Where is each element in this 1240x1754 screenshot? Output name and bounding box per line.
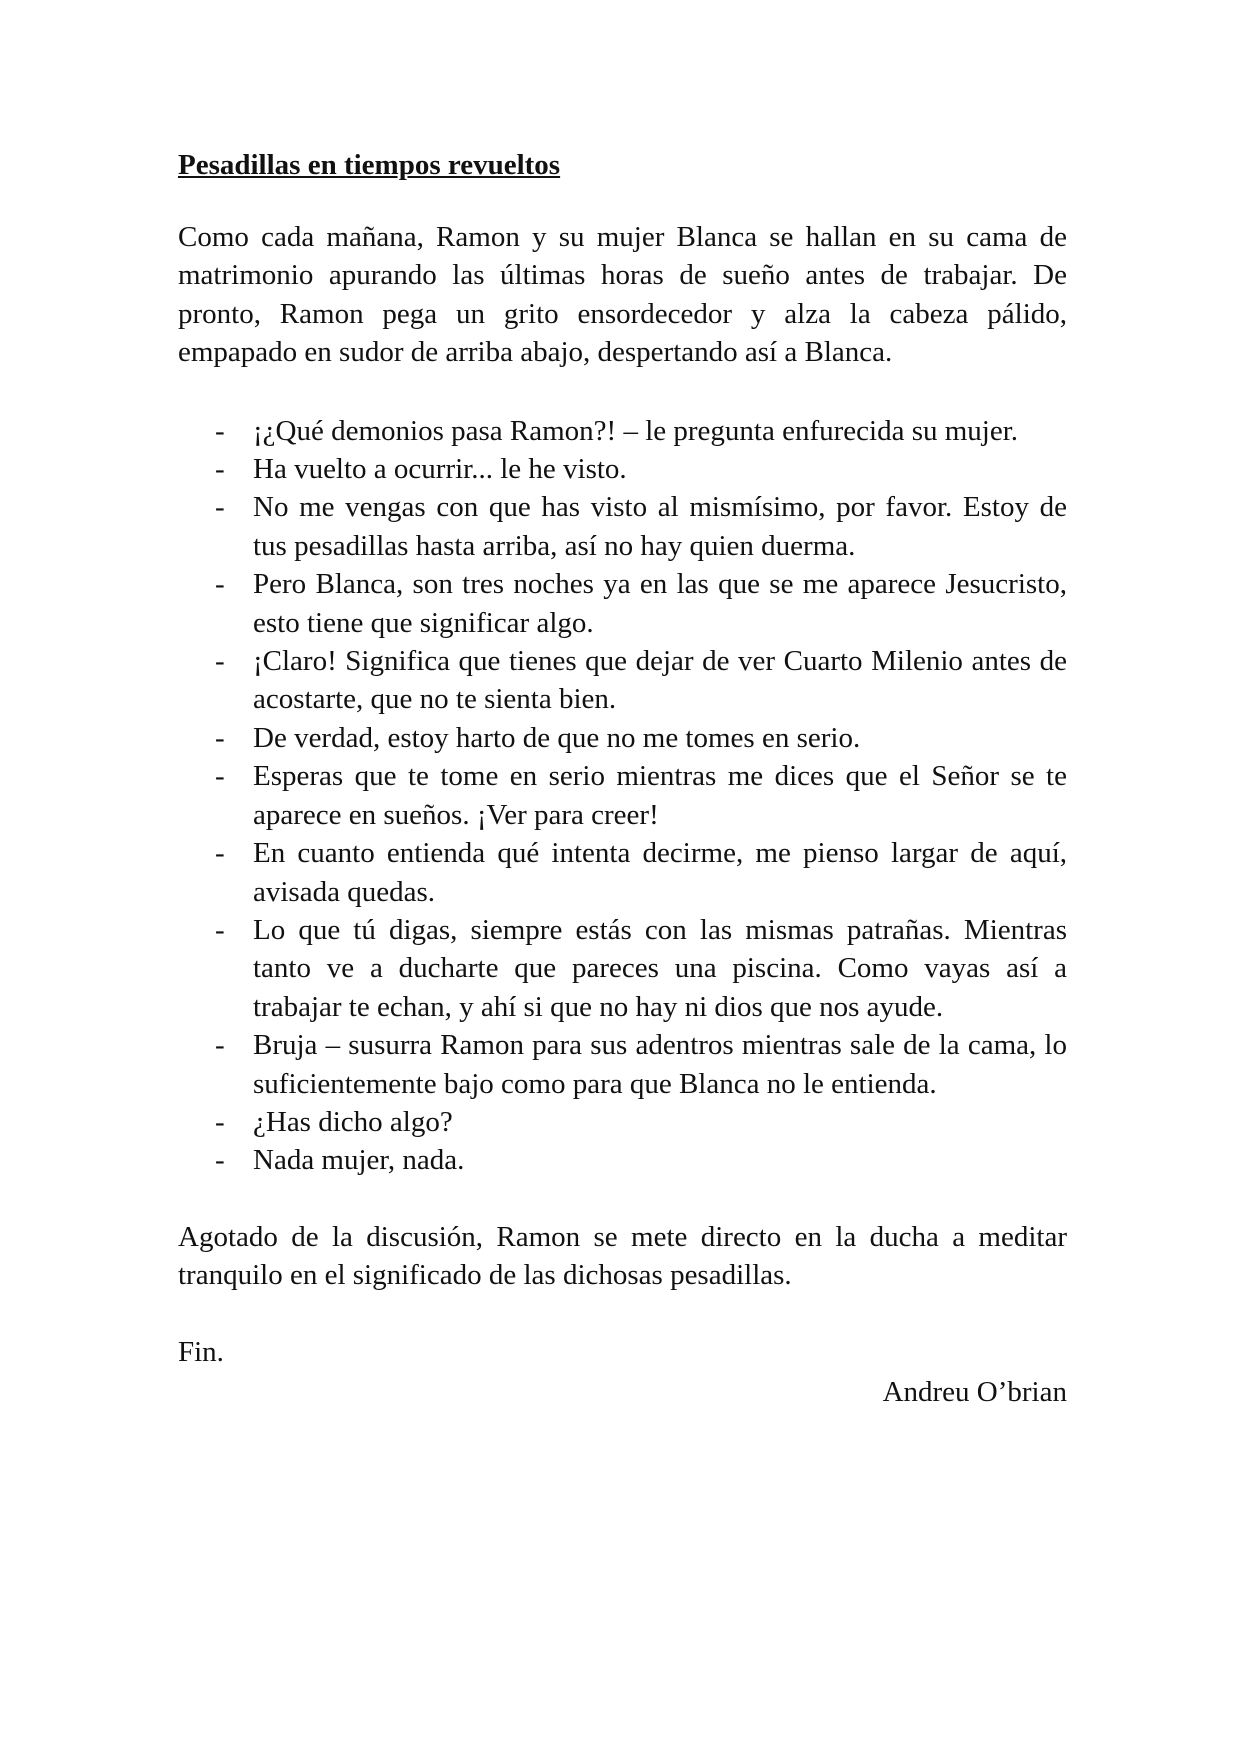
dialogue-line [178,719,1067,757]
dash-marker: - [215,453,225,486]
dash-marker: - [215,721,225,754]
document-title: Pesadillas en tiempos revueltos [178,149,561,181]
intro-paragraph: Como cada mañana, Ramon y su mujer Blanca se hallan en su cama de matrimonio apurando las últimas horas de sueño antes de trabajar. De pronto, Ramon pega un grito ensordecedor y alza la cabeza pálido, empapado en sudor de arriba abajo, despertando así a Blanca. [178,221,1067,369]
dialogue-text: En cuanto entienda qué intenta decirme, me pienso largar de aquí, avisada quedas. [253,837,1067,908]
dialogue-text: No me vengas con que has visto al mismísimo, por favor. Estoy de tus pesadillas hasta arriba, así no hay quien duerma. [253,491,1067,562]
dialogue-line [178,488,1067,565]
dialogue-text: Esperas que te tome en serio mientras me dices que el Señor se te aparece en sueños. ¡Ver para creer! [253,760,1067,831]
dash-marker: - [215,1144,225,1177]
ending-text: Fin. [178,1335,224,1368]
dash-marker: - [215,1029,225,1062]
dialogue-line [178,911,1067,1026]
dash-marker: - [215,1105,225,1138]
dialogue-line [178,757,1067,834]
dash-marker: - [215,760,225,793]
dialogue-line [178,834,1067,911]
closing-paragraph: Agotado de la discusión, Ramon se mete directo en la ducha a meditar tranquilo en el significado de las dichosas pesadillas. [178,1220,1067,1292]
dialogue-text: Ha vuelto a ocurrir... le he visto. [253,453,627,486]
dialogue-line [178,1103,1067,1141]
dialogue-text: Bruja – susurra Ramon para sus adentros mientras sale de la cama, lo suficientemente bajo como para que Blanca no le entienda. [253,1029,1067,1100]
dash-marker: - [215,645,225,678]
dialogue-line [178,1141,1067,1179]
dialogue-text: Nada mujer, nada. [253,1144,465,1177]
dialogue-text: Pero Blanca, son tres noches ya en las que se me aparece Jesucristo, esto tiene que significar algo. [253,568,1067,639]
dialogue-text: De verdad, estoy harto de que no me tomes en serio. [253,721,861,754]
dialogue-line [178,1026,1067,1103]
dialogue-text: ¡Claro! Significa que tienes que dejar de ver Cuarto Milenio antes de acostarte, que no te sienta bien. [253,645,1067,716]
dash-marker: - [215,491,225,524]
document-page [178,146,1067,1411]
dialogue-text: Lo que tú digas, siempre estás con las mismas patrañas. Mientras tanto ve a ducharte que pareces una piscina. Como vayas así a trabajar te echan, y ahí si que no hay ni dios que nos ayude. [253,913,1067,1023]
dialogue-line [178,450,1067,488]
author-signature: Andreu O’brian [882,1375,1067,1408]
dash-marker: - [215,414,225,447]
dialogue-line [178,565,1067,642]
dash-marker: - [215,837,225,870]
dialogue-line [178,642,1067,719]
dialogue-text: ¡¿Qué demonios pasa Ramon?! – le pregunta enfurecida su mujer. [253,414,1019,447]
dialogue-list [178,412,1067,1180]
dialogue-text: ¿Has dicho algo? [253,1105,453,1138]
dash-marker: - [215,568,225,601]
dash-marker: - [215,913,225,946]
dialogue-line [178,412,1067,450]
